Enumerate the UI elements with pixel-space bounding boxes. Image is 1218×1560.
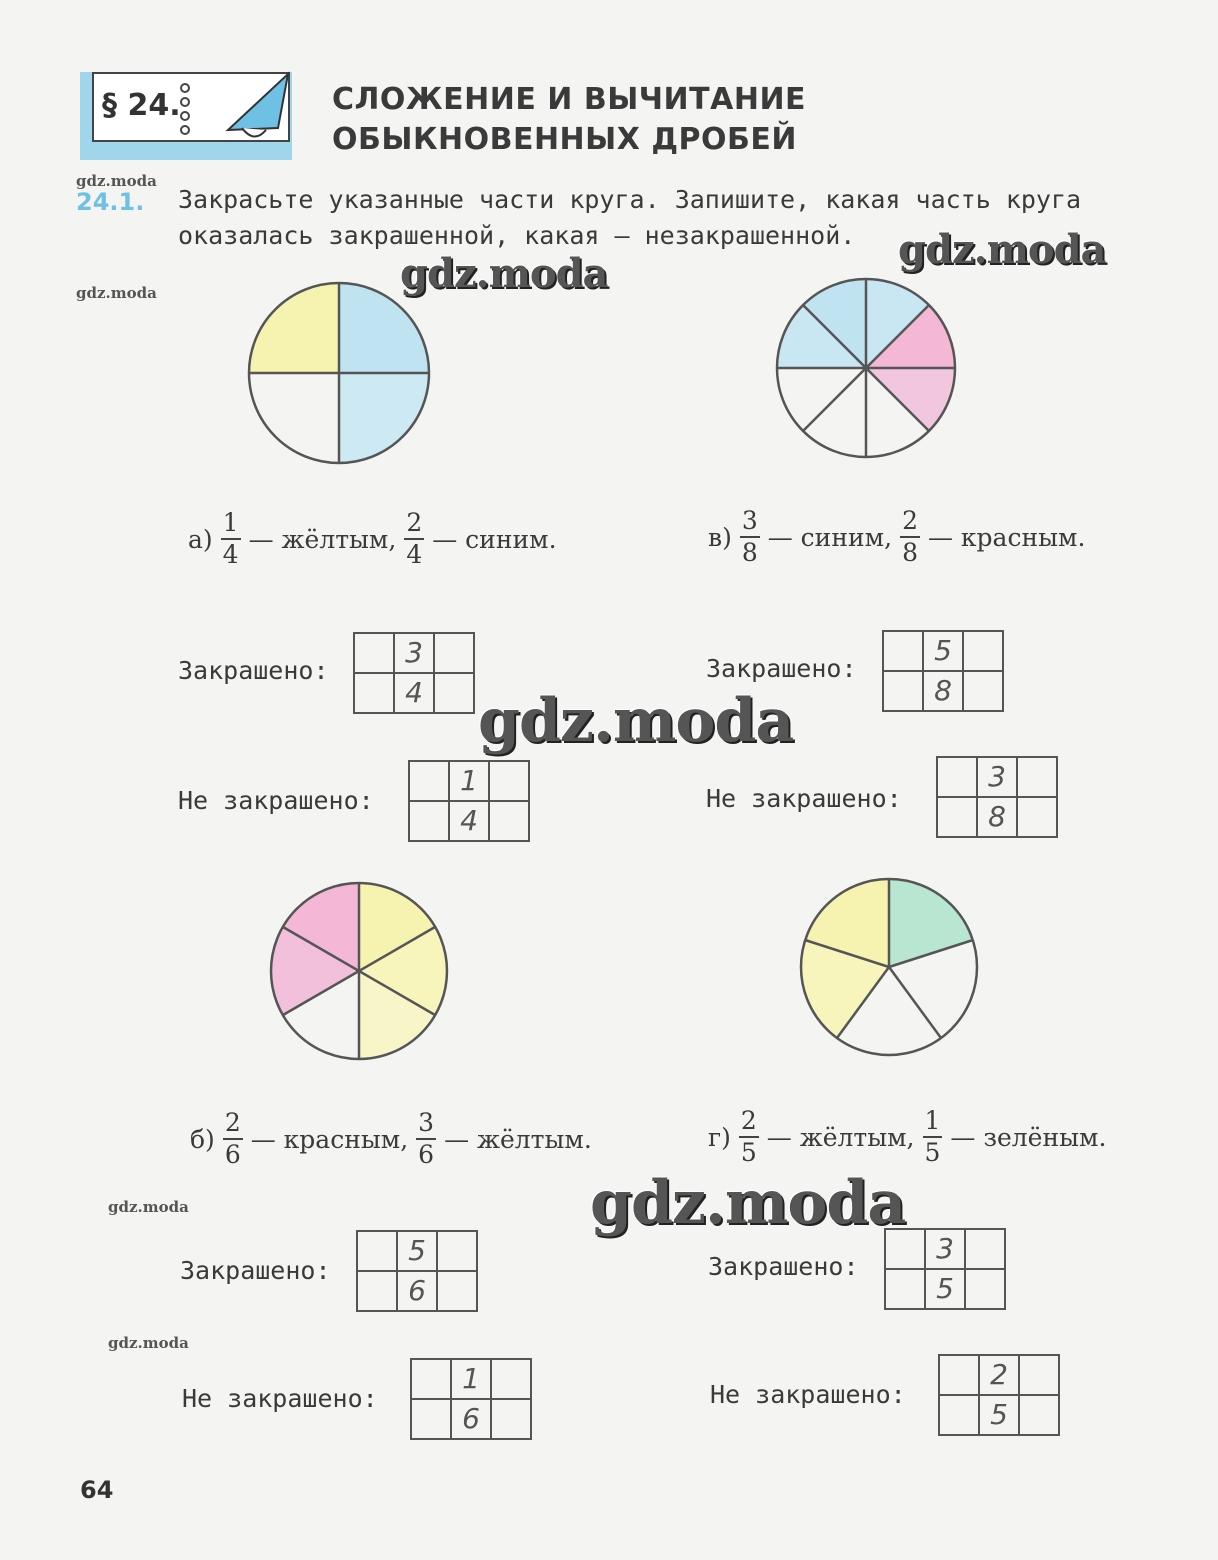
statement-b [190, 1108, 592, 1170]
answer-grid-b-shaded [356, 1230, 478, 1312]
answer-numerator: 3 [394, 633, 434, 673]
shaded-label: Закрашено: [708, 1252, 859, 1281]
answer-grid-b-unshaded [410, 1358, 532, 1440]
task-instruction: Закрасьте указанные части круга. Запишите, какая часть круга оказалась закрашенной, какая — незакрашенной. [178, 185, 1082, 250]
answer-grid-a-shaded [353, 632, 475, 714]
statement-g [708, 1106, 1106, 1168]
denominator: 4 [222, 540, 239, 569]
denominator: 8 [741, 538, 758, 567]
statement-text: — синим, [767, 522, 893, 552]
numerator: 3 [416, 1108, 436, 1140]
answer-denominator: 6 [451, 1399, 491, 1439]
statement-text: — зелёным. [950, 1122, 1107, 1152]
denominator: 8 [902, 538, 918, 567]
statement-text: — красным, [250, 1124, 409, 1154]
fraction [900, 506, 920, 568]
statement-text: — жёлтым, [766, 1122, 915, 1152]
watermark-small: gdz.moda [76, 284, 157, 302]
shaded-label: Закрашено: [178, 656, 329, 685]
numerator: 3 [740, 506, 760, 538]
watermark-large: gdz.moda [478, 686, 794, 756]
numerator: 1 [923, 1106, 943, 1138]
answer-numerator: 3 [977, 757, 1017, 797]
fraction [739, 1106, 759, 1168]
section-number: § 24. [102, 88, 181, 123]
unshaded-label: Не закрашено: [710, 1380, 906, 1409]
watermark-large: gdz.moda [400, 250, 608, 297]
answer-denominator: 8 [977, 797, 1017, 837]
answer-grid-g-shaded [884, 1228, 1006, 1310]
unshaded-label: Не закрашено: [706, 784, 902, 813]
answer-denominator: 4 [394, 673, 434, 713]
answer-grid-v-unshaded [936, 756, 1058, 838]
unshaded-label: Не закрашено: [178, 786, 374, 815]
item-prefix: а) [188, 524, 213, 554]
denominator: 5 [924, 1138, 941, 1167]
statement-text: — красным. [927, 522, 1086, 552]
circle-v-sector-pink [866, 368, 955, 431]
answer-denominator: 4 [449, 801, 489, 841]
answer-numerator: 5 [397, 1231, 437, 1271]
denominator: 6 [418, 1140, 435, 1169]
answer-denominator: 5 [979, 1395, 1019, 1435]
answer-denominator: 6 [397, 1271, 437, 1311]
answer-numerator: 3 [925, 1229, 965, 1269]
answer-numerator: 1 [449, 761, 489, 801]
task-number: 24.1. [76, 188, 145, 216]
numerator: 2 [900, 506, 920, 538]
numerator: 1 [221, 508, 241, 540]
circle-v-eighths [774, 276, 958, 460]
page-number: 64 [80, 1476, 114, 1504]
denominator: 5 [740, 1138, 757, 1167]
answer-denominator: 5 [925, 1269, 965, 1309]
watermark-large: gdz.moda [590, 1168, 906, 1238]
numerator: 2 [739, 1106, 759, 1138]
answer-numerator: 5 [923, 631, 963, 671]
shaded-label: Закрашено: [180, 1256, 331, 1285]
fraction [404, 508, 424, 570]
title-line-2: ОБЫКНОВЕННЫХ ДРОБЕЙ [332, 122, 797, 157]
watermark-small: gdz.moda [76, 172, 157, 190]
pen-nib-icon [222, 70, 294, 144]
circle-b-sixths [268, 880, 450, 1062]
watermark-small: gdz.moda [108, 1334, 189, 1352]
item-prefix: г) [708, 1122, 731, 1152]
fraction [223, 1108, 243, 1170]
statement-text: — синим. [432, 524, 557, 554]
answer-grid-a-unshaded [408, 760, 530, 842]
watermark-large: gdz.moda [898, 226, 1106, 273]
statement-text: — жёлтым. [444, 1124, 592, 1154]
page-title [332, 80, 806, 160]
fraction [740, 506, 760, 568]
answer-denominator: 8 [923, 671, 963, 711]
statement-text: — жёлтым, [248, 524, 397, 554]
denominator: 6 [224, 1140, 241, 1169]
answer-numerator: 1 [451, 1359, 491, 1399]
circle-g-fifths [798, 876, 980, 1058]
fraction [923, 1106, 943, 1168]
watermark-small: gdz.moda [108, 1198, 189, 1216]
statement-a [188, 508, 557, 570]
fraction [416, 1108, 436, 1170]
answer-grid-v-shaded [882, 630, 1004, 712]
answer-grid-g-unshaded [938, 1354, 1060, 1436]
circle-a-quarters [246, 280, 432, 466]
unshaded-label: Не закрашено: [182, 1384, 378, 1413]
shaded-label: Закрашено: [706, 654, 857, 683]
title-line-1: СЛОЖЕНИЕ И ВЫЧИТАНИЕ [332, 82, 807, 117]
item-prefix: в) [708, 522, 732, 552]
fraction [221, 508, 241, 570]
numerator: 2 [404, 508, 424, 540]
answer-numerator: 2 [979, 1355, 1019, 1395]
item-prefix: б) [190, 1124, 215, 1154]
numerator: 2 [223, 1108, 243, 1140]
statement-v [708, 506, 1085, 568]
denominator: 4 [406, 540, 423, 569]
notebook-rings-icon [176, 80, 194, 136]
